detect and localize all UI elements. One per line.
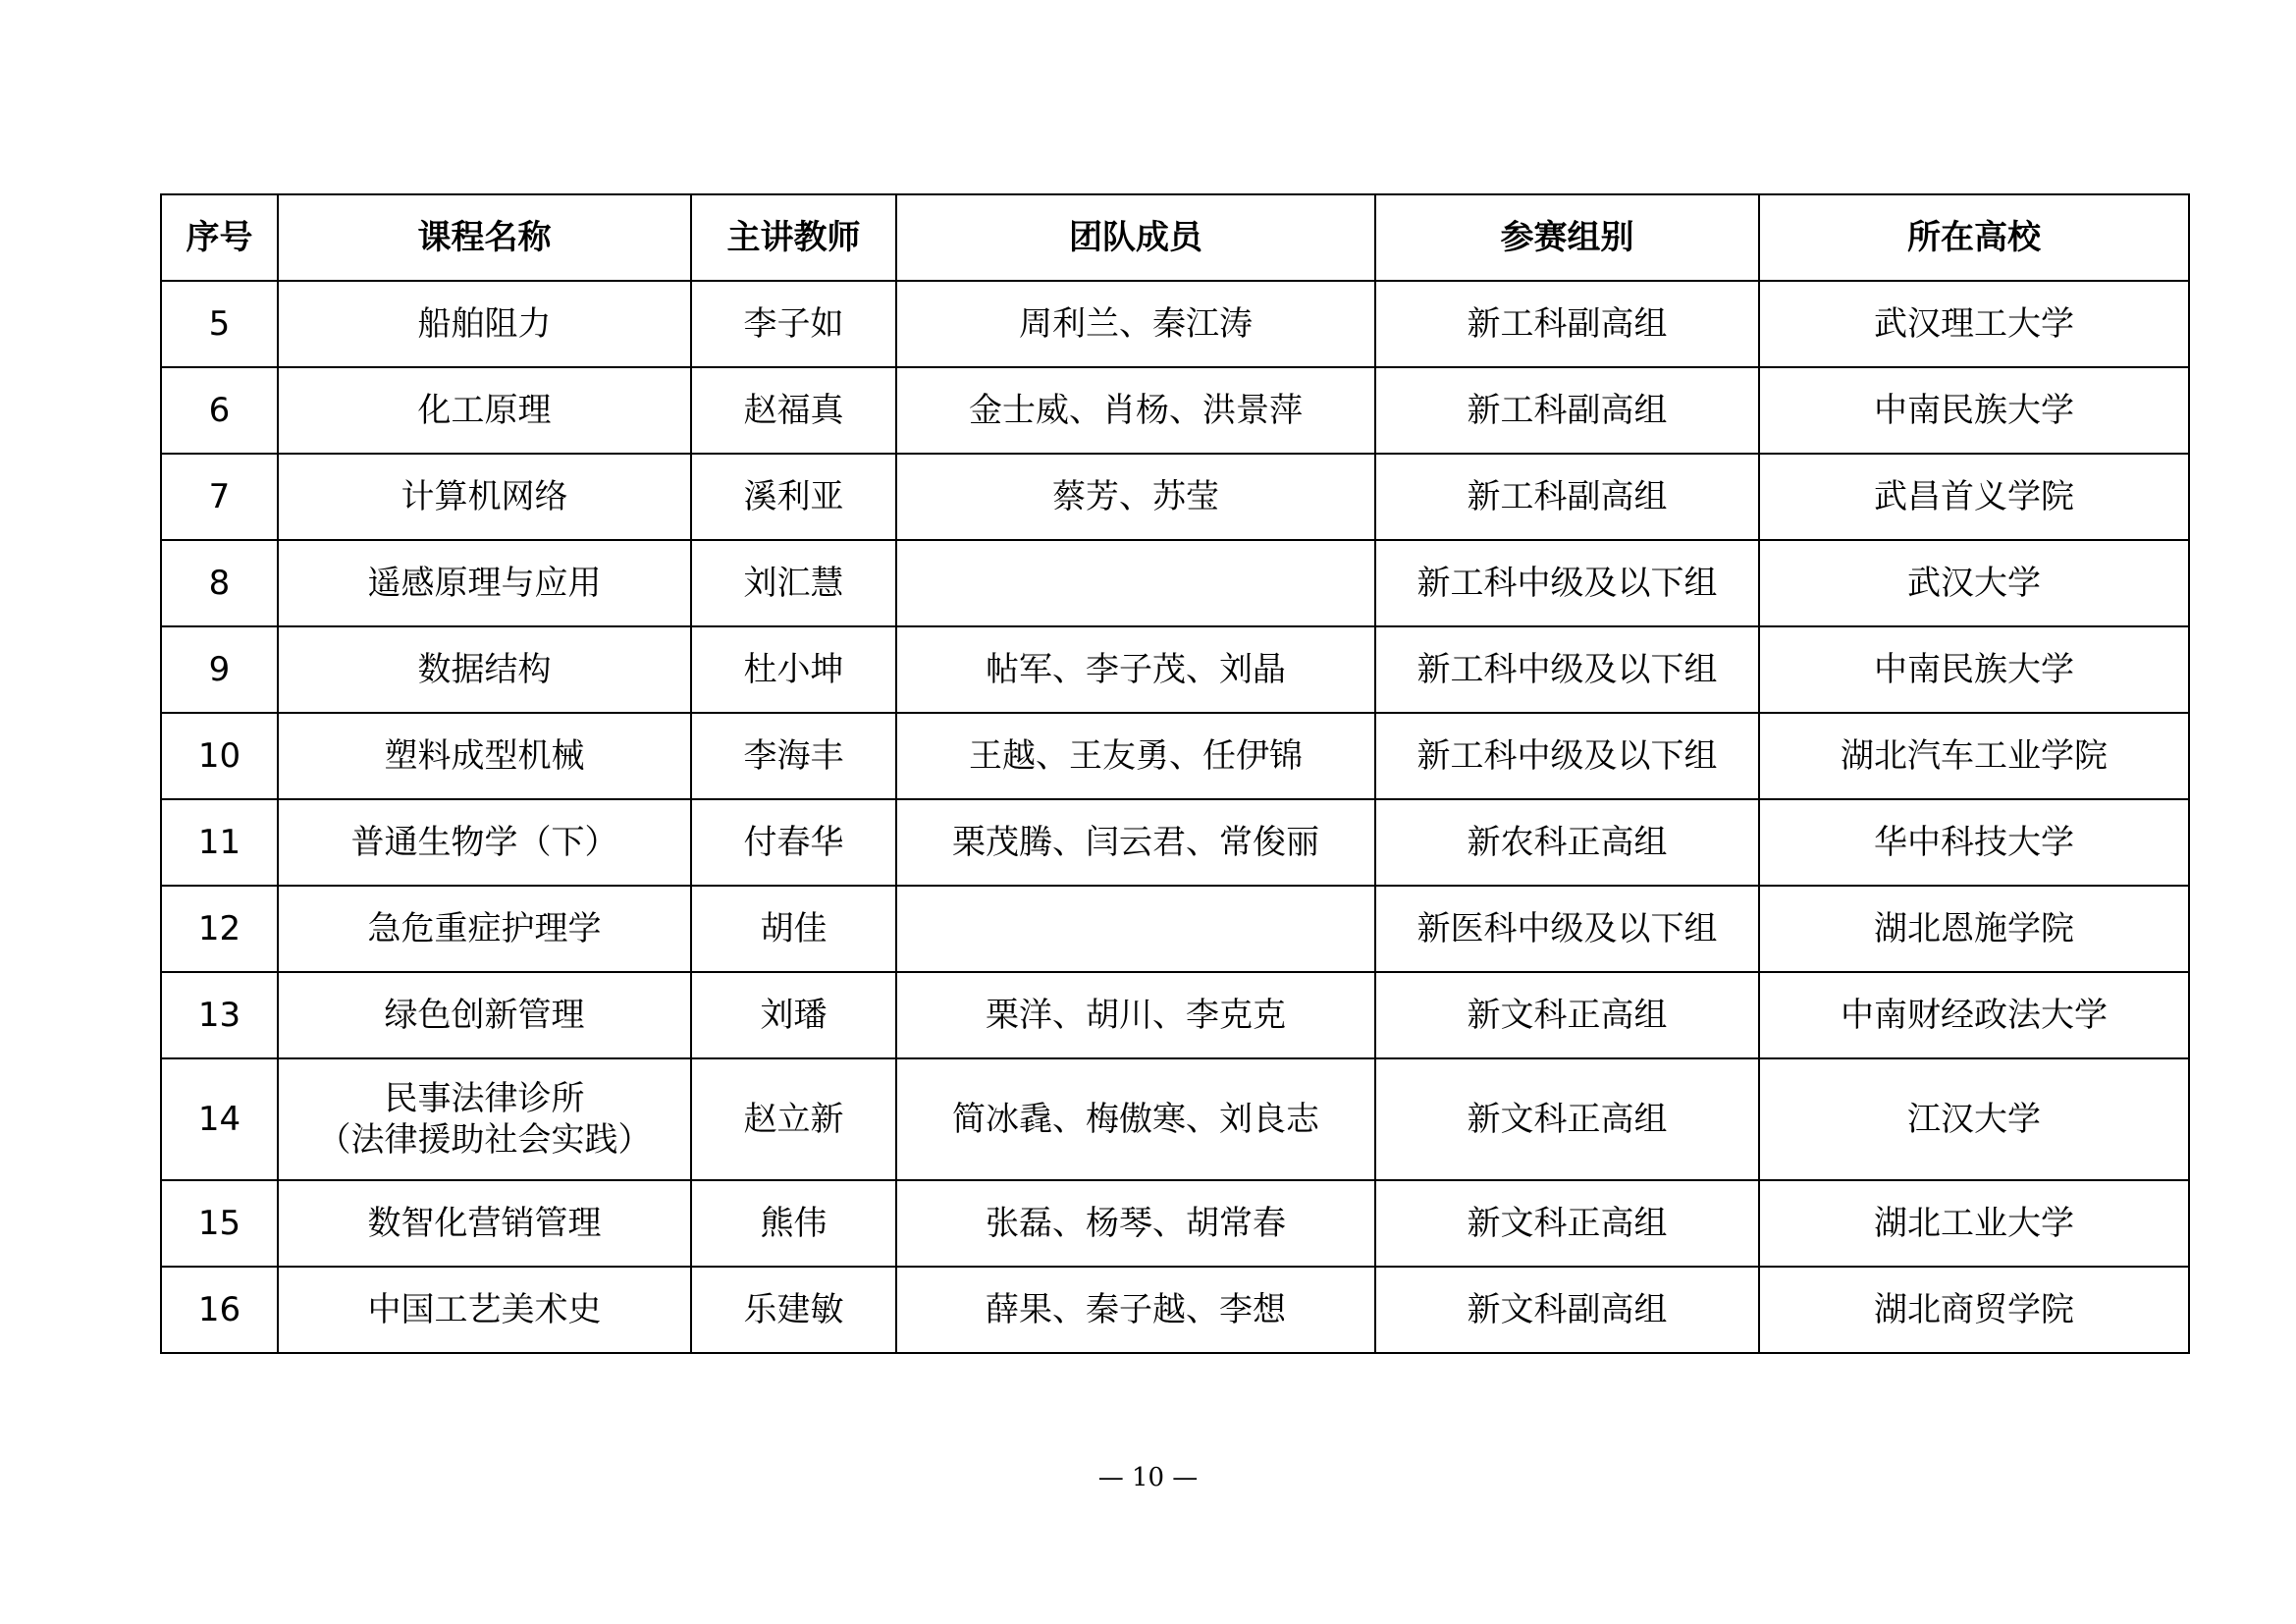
cell-school: 湖北工业大学 [1759, 1180, 2189, 1267]
cell-members: 栗茂腾、闫云君、常俊丽 [896, 799, 1375, 886]
cell-index: 7 [161, 454, 278, 540]
table-row [161, 1058, 2189, 1180]
cell-course: 塑料成型机械 [278, 713, 691, 799]
cell-group: 新农科正高组 [1375, 799, 1759, 886]
cell-course: 遥感原理与应用 [278, 540, 691, 626]
cell-group: 新工科副高组 [1375, 454, 1759, 540]
header-group: 参赛组别 [1375, 194, 1759, 281]
cell-index: 13 [161, 972, 278, 1058]
cell-course-line1: 民事法律诊所 [384, 1078, 585, 1118]
cell-index: 14 [161, 1058, 278, 1180]
cell-index: 12 [161, 886, 278, 972]
cell-school: 湖北汽车工业学院 [1759, 713, 2189, 799]
cell-index: 9 [161, 626, 278, 713]
cell-group: 新工科副高组 [1375, 367, 1759, 454]
cell-school: 华中科技大学 [1759, 799, 2189, 886]
cell-course: 普通生物学（下） [278, 799, 691, 886]
cell-teacher: 李海丰 [691, 713, 896, 799]
page-number: — 10 — [1097, 1463, 1199, 1492]
course-table [160, 193, 2190, 1354]
cell-school: 武汉理工大学 [1759, 281, 2189, 367]
table-row [161, 540, 2189, 626]
cell-school: 武昌首义学院 [1759, 454, 2189, 540]
header-index: 序号 [161, 194, 278, 281]
header-course: 课程名称 [278, 194, 691, 281]
cell-index: 15 [161, 1180, 278, 1267]
table-row [161, 972, 2189, 1058]
table-row [161, 1180, 2189, 1267]
cell-members: 周利兰、秦江涛 [896, 281, 1375, 367]
cell-teacher: 胡佳 [691, 886, 896, 972]
cell-group: 新文科正高组 [1375, 1058, 1759, 1180]
cell-school: 江汉大学 [1759, 1058, 2189, 1180]
cell-course: 船舶阻力 [278, 281, 691, 367]
cell-group: 新工科副高组 [1375, 281, 1759, 367]
cell-group: 新工科中级及以下组 [1375, 626, 1759, 713]
cell-course: 数据结构 [278, 626, 691, 713]
cell-school: 湖北商贸学院 [1759, 1267, 2189, 1353]
cell-index: 6 [161, 367, 278, 454]
cell-index: 11 [161, 799, 278, 886]
table-row [161, 454, 2189, 540]
cell-members: 王越、王友勇、任伊锦 [896, 713, 1375, 799]
cell-school: 湖北恩施学院 [1759, 886, 2189, 972]
header-members: 团队成员 [896, 194, 1375, 281]
cell-school: 中南民族大学 [1759, 367, 2189, 454]
cell-members: 金士威、肖杨、洪景萍 [896, 367, 1375, 454]
cell-teacher: 乐建敏 [691, 1267, 896, 1353]
cell-course: 中国工艺美术史 [278, 1267, 691, 1353]
cell-school: 中南民族大学 [1759, 626, 2189, 713]
cell-course: 化工原理 [278, 367, 691, 454]
cell-members: 张磊、杨琴、胡常春 [896, 1180, 1375, 1267]
table-row [161, 1267, 2189, 1353]
header-school: 所在高校 [1759, 194, 2189, 281]
cell-index: 10 [161, 713, 278, 799]
cell-group: 新文科副高组 [1375, 1267, 1759, 1353]
cell-members: 帖军、李子茂、刘晶 [896, 626, 1375, 713]
cell-teacher: 赵福真 [691, 367, 896, 454]
cell-school: 武汉大学 [1759, 540, 2189, 626]
cell-teacher: 熊伟 [691, 1180, 896, 1267]
cell-group: 新工科中级及以下组 [1375, 540, 1759, 626]
cell-members: 简冰毳、梅傲寒、刘良志 [896, 1058, 1375, 1180]
table-row [161, 367, 2189, 454]
cell-teacher: 赵立新 [691, 1058, 896, 1180]
cell-course: 数智化营销管理 [278, 1180, 691, 1267]
cell-group: 新文科正高组 [1375, 972, 1759, 1058]
header-teacher: 主讲教师 [691, 194, 896, 281]
cell-teacher: 杜小坤 [691, 626, 896, 713]
cell-course: 急危重症护理学 [278, 886, 691, 972]
table-row [161, 799, 2189, 886]
cell-members: 栗洋、胡川、李克克 [896, 972, 1375, 1058]
cell-teacher: 李子如 [691, 281, 896, 367]
cell-teacher: 刘汇慧 [691, 540, 896, 626]
cell-teacher: 溪利亚 [691, 454, 896, 540]
cell-members [896, 540, 1375, 626]
table-header-row [161, 194, 2189, 281]
cell-group: 新工科中级及以下组 [1375, 713, 1759, 799]
table-row [161, 626, 2189, 713]
table-row [161, 886, 2189, 972]
table-row [161, 713, 2189, 799]
cell-course [278, 1058, 691, 1180]
cell-course: 绿色创新管理 [278, 972, 691, 1058]
table-row [161, 281, 2189, 367]
cell-course-line2: （法律援助社会实践） [317, 1120, 652, 1160]
cell-group: 新文科正高组 [1375, 1180, 1759, 1267]
cell-members: 蔡芳、苏莹 [896, 454, 1375, 540]
cell-members: 薛果、秦子越、李想 [896, 1267, 1375, 1353]
cell-members [896, 886, 1375, 972]
cell-course: 计算机网络 [278, 454, 691, 540]
cell-group: 新医科中级及以下组 [1375, 886, 1759, 972]
cell-index: 8 [161, 540, 278, 626]
cell-school: 中南财经政法大学 [1759, 972, 2189, 1058]
cell-teacher: 付春华 [691, 799, 896, 886]
cell-teacher: 刘璠 [691, 972, 896, 1058]
cell-index: 5 [161, 281, 278, 367]
cell-index: 16 [161, 1267, 278, 1353]
